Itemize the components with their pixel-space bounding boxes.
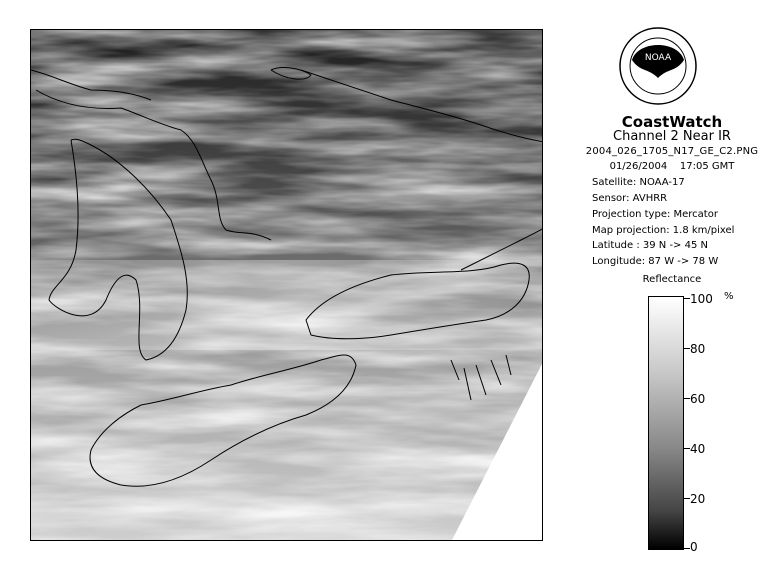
noaa-logo (618, 22, 698, 110)
latitude-label: Latitude : 39 N -> 45 N (592, 240, 708, 251)
satellite-map-svg (31, 30, 543, 541)
colorbar-unit: % (724, 291, 734, 302)
colorbar-tick-label: 40 (690, 442, 706, 456)
filename-label: 2004_026_1705_N17_GE_C2.PNG (585, 146, 759, 157)
channel-label: Channel 2 Near IR (613, 129, 731, 144)
satellite-label: Satellite: NOAA-17 (592, 177, 685, 188)
colorbar-title: Reflectance (642, 274, 702, 285)
colorbar-tick-label: 60 (690, 392, 706, 406)
colorbar-tick-label: 0 (690, 540, 698, 554)
cloud-band (31, 260, 543, 350)
satellite-image (30, 29, 543, 541)
datetime-label: 01/26/2004 17:05 GMT (609, 161, 735, 172)
colorbar-tick-label: 20 (690, 492, 706, 506)
projection-type-label: Projection type: Mercator (592, 209, 718, 220)
reflectance-colorbar (648, 296, 684, 550)
colorbar-tick-label: 100 (690, 292, 713, 306)
brand-title: CoastWatch (621, 113, 723, 131)
map-projection-label: Map projection: 1.8 km/pixel (592, 225, 735, 236)
noaa-logo-svg (618, 22, 698, 110)
longitude-label: Longitude: 87 W -> 78 W (592, 256, 719, 267)
sensor-label: Sensor: AVHRR (592, 193, 668, 204)
colorbar-tick-label: 80 (690, 342, 706, 356)
logo-text: NOAA (644, 53, 672, 63)
